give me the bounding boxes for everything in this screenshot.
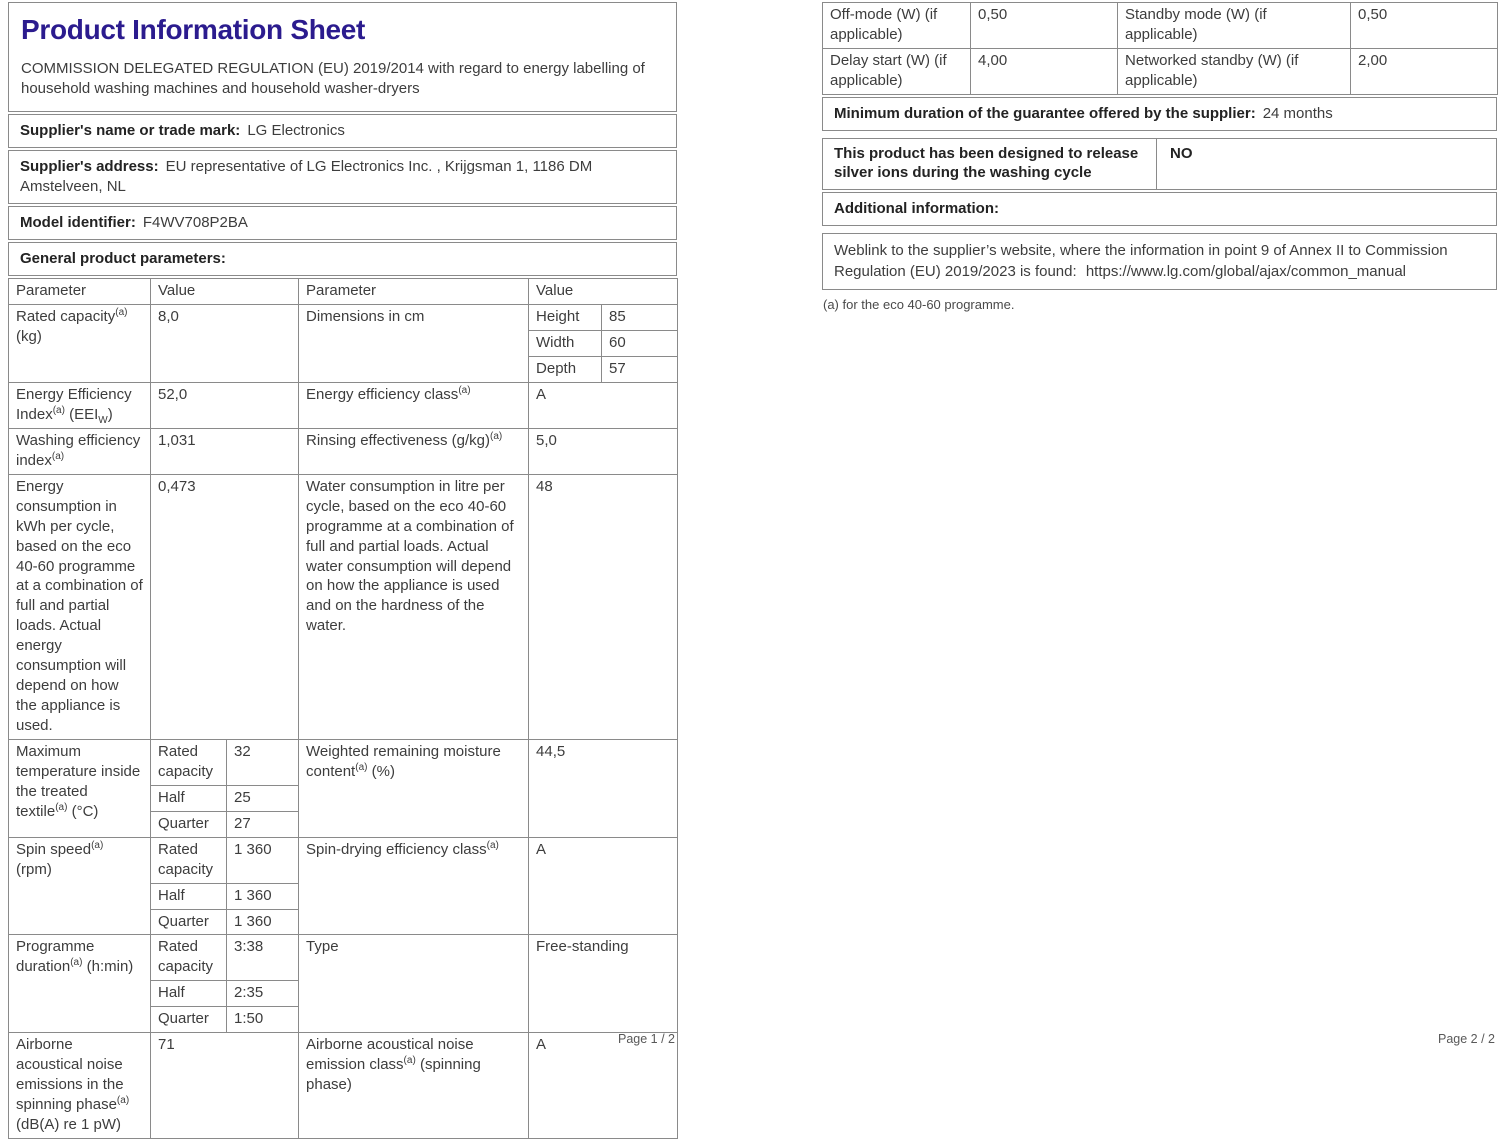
value-washing-index: 1,031 bbox=[151, 428, 299, 474]
duration-half-value: 2:35 bbox=[227, 981, 299, 1007]
guarantee-label: Minimum duration of the guarantee offered by the supplier: bbox=[834, 104, 1256, 122]
supplier-address-row bbox=[8, 150, 677, 204]
max-temp-quarter-value: 27 bbox=[227, 811, 299, 837]
parameters-table bbox=[8, 278, 678, 1139]
header-parameter-2: Parameter bbox=[299, 279, 529, 305]
duration-quarter-value: 1:50 bbox=[227, 1007, 299, 1033]
value-noise: 71 bbox=[151, 1033, 299, 1139]
supplier-name-label: Supplier's name or trade mark: bbox=[20, 121, 241, 139]
dimension-depth-value: 57 bbox=[602, 356, 678, 382]
silver-ions-value: NO bbox=[1170, 144, 1193, 162]
value-energy-class: A bbox=[529, 382, 678, 428]
param-water-consumption: Water consumption in litre per cycle, based on the eco 40-60 programme at a combination of full and partial loads. Actual water consumption will depend on how the appliance is used and on the hardness of the water. bbox=[299, 474, 529, 739]
param-noise: Airborne acoustical noise emissions in the spinning phase$^{(a)}$ (dB(A) re 1 pW) bbox=[9, 1033, 151, 1139]
value-water-consumption: 48 bbox=[529, 474, 678, 739]
spin-rated-value: 1 360 bbox=[227, 837, 299, 883]
general-parameters-row bbox=[8, 242, 677, 276]
param-dimensions: Dimensions in cm bbox=[299, 305, 529, 383]
header-box bbox=[8, 2, 677, 112]
param-moisture: Weighted remaining moisture content$^{(a)}$ (%) bbox=[299, 739, 529, 837]
value-noise-class: A bbox=[529, 1033, 678, 1139]
duration-quarter-label: Quarter bbox=[151, 1007, 227, 1033]
page-2-footer: Page 2 / 2 bbox=[1438, 1032, 1495, 1046]
dimension-depth-label: Depth bbox=[529, 356, 602, 382]
table-row bbox=[823, 48, 1498, 94]
table-row bbox=[9, 382, 678, 428]
header-parameter-1: Parameter bbox=[9, 279, 151, 305]
guarantee-row bbox=[822, 97, 1497, 131]
table-row bbox=[9, 474, 678, 739]
standby-table bbox=[822, 2, 1498, 95]
param-duration: Programme duration$^{(a)}$ (h:min) bbox=[9, 935, 151, 1033]
table-row bbox=[9, 305, 678, 331]
spin-quarter-label: Quarter bbox=[151, 909, 227, 935]
page-title: Product Information Sheet bbox=[21, 14, 366, 45]
supplier-address-value: EU representative of LG Electronics Inc. , Krijgsman 1, 1186 DM Amstelveen, NL bbox=[20, 157, 593, 195]
supplier-address-label: Supplier's address: bbox=[20, 157, 159, 175]
max-temp-rated-label: Rated capacity bbox=[151, 739, 227, 785]
additional-info-label: Additional information: bbox=[834, 199, 999, 217]
model-identifier-value: F4WV708P2BA bbox=[142, 213, 248, 231]
weblink-url[interactable]: https://www.lg.com/global/ajax/common_manual bbox=[1085, 262, 1406, 280]
value-type: Free-standing bbox=[529, 935, 678, 1033]
dimension-height-label: Height bbox=[529, 305, 602, 331]
page-2 bbox=[822, 2, 1497, 1048]
max-temp-half-label: Half bbox=[151, 785, 227, 811]
value-delay-start: 4,00 bbox=[971, 48, 1118, 94]
param-spin-speed: Spin speed$^{(a)}$ (rpm) bbox=[9, 837, 151, 935]
param-type: Type bbox=[299, 935, 529, 1033]
table-row bbox=[9, 935, 678, 981]
general-parameters-label: General product parameters: bbox=[20, 250, 226, 268]
supplier-name-value: LG Electronics bbox=[247, 121, 345, 139]
value-moisture: 44,5 bbox=[529, 739, 678, 837]
regulation-subtitle: COMMISSION DELEGATED REGULATION (EU) 2019/2014 with regard to energy labelling of household washing machines and household washer-dryers bbox=[21, 59, 645, 97]
header-value-1: Value bbox=[151, 279, 299, 305]
additional-info-row bbox=[822, 192, 1497, 226]
value-energy-consumption: 0,473 bbox=[151, 474, 299, 739]
param-networked-standby: Networked standby (W) (if applicable) bbox=[1118, 48, 1351, 94]
param-washing-index: Washing efficiency index$^{(a)}$ bbox=[9, 428, 151, 474]
param-noise-class: Airborne acoustical noise emission class$^{(a)}$ (spinning phase) bbox=[299, 1033, 529, 1139]
weblink-row bbox=[822, 233, 1497, 290]
param-max-temperature: Maximum temperature inside the treated textile$^{(a)}$ (°C) bbox=[9, 739, 151, 837]
model-identifier-row bbox=[8, 206, 677, 240]
param-rated-capacity: Rated capacity$^{(a)}$ (kg) bbox=[9, 305, 151, 383]
page-1 bbox=[8, 2, 677, 1133]
value-off-mode: 0,50 bbox=[971, 3, 1118, 49]
silver-ions-label: This product has been designed to release silver ions during the washing cycle bbox=[823, 139, 1157, 189]
param-standby: Standby mode (W) (if applicable) bbox=[1118, 3, 1351, 49]
dimension-height-value: 85 bbox=[602, 305, 678, 331]
table-header-row bbox=[9, 279, 678, 305]
param-rinsing: Rinsing effectiveness $(g/kg)^{(a)}$ bbox=[299, 428, 529, 474]
duration-rated-value: 3:38 bbox=[227, 935, 299, 981]
silver-ions-row bbox=[822, 138, 1497, 190]
max-temp-rated-value: 32 bbox=[227, 739, 299, 785]
param-energy-class: Energy efficiency class$^{(a)}$ bbox=[299, 382, 529, 428]
spin-half-label: Half bbox=[151, 883, 227, 909]
table-row bbox=[9, 739, 678, 785]
duration-rated-label: Rated capacity bbox=[151, 935, 227, 981]
guarantee-value: 24 months bbox=[1262, 104, 1333, 122]
value-networked-standby: 2,00 bbox=[1351, 48, 1498, 94]
supplier-name-row bbox=[8, 114, 677, 148]
param-eei: Energy Efficiency Index$^{(a)}$ $(EEI_W)$ bbox=[9, 382, 151, 428]
dimension-width-value: 60 bbox=[602, 331, 678, 357]
page-1-footer: Page 1 / 2 bbox=[618, 1032, 675, 1046]
value-rinsing: 5,0 bbox=[529, 428, 678, 474]
value-rated-capacity: 8,0 bbox=[151, 305, 299, 383]
max-temp-half-value: 25 bbox=[227, 785, 299, 811]
max-temp-quarter-label: Quarter bbox=[151, 811, 227, 837]
duration-half-label: Half bbox=[151, 981, 227, 1007]
value-standby: 0,50 bbox=[1351, 3, 1498, 49]
weblink-text: Weblink to the supplier’s website, where the information in point 9 of Annex II to Commission Regulation (EU) 2019/2023 is found: bbox=[834, 241, 1448, 280]
spin-rated-label: Rated capacity bbox=[151, 837, 227, 883]
spin-half-value: 1 360 bbox=[227, 883, 299, 909]
value-spin-class: A bbox=[529, 837, 678, 935]
table-row bbox=[823, 3, 1498, 49]
header-value-2: Value bbox=[529, 279, 678, 305]
dimension-width-label: Width bbox=[529, 331, 602, 357]
table-row bbox=[9, 837, 678, 883]
model-identifier-label: Model identifier: bbox=[20, 213, 136, 231]
footnote-eco-programme: (a) for the eco 40-60 programme. bbox=[823, 296, 1015, 312]
param-delay-start: Delay start (W) (if applicable) bbox=[823, 48, 971, 94]
table-row bbox=[9, 428, 678, 474]
param-off-mode: Off-mode (W) (if applicable) bbox=[823, 3, 971, 49]
spin-quarter-value: 1 360 bbox=[227, 909, 299, 935]
value-eei: 52,0 bbox=[151, 382, 299, 428]
param-energy-consumption: Energy consumption in kWh per cycle, based on the eco 40-60 programme at a combination of full and partial loads. Actual energy consumption will depend on how the appliance is used. bbox=[9, 474, 151, 739]
param-spin-class: Spin-drying efficiency class$^{(a)}$ bbox=[299, 837, 529, 935]
table-row bbox=[9, 1033, 678, 1139]
